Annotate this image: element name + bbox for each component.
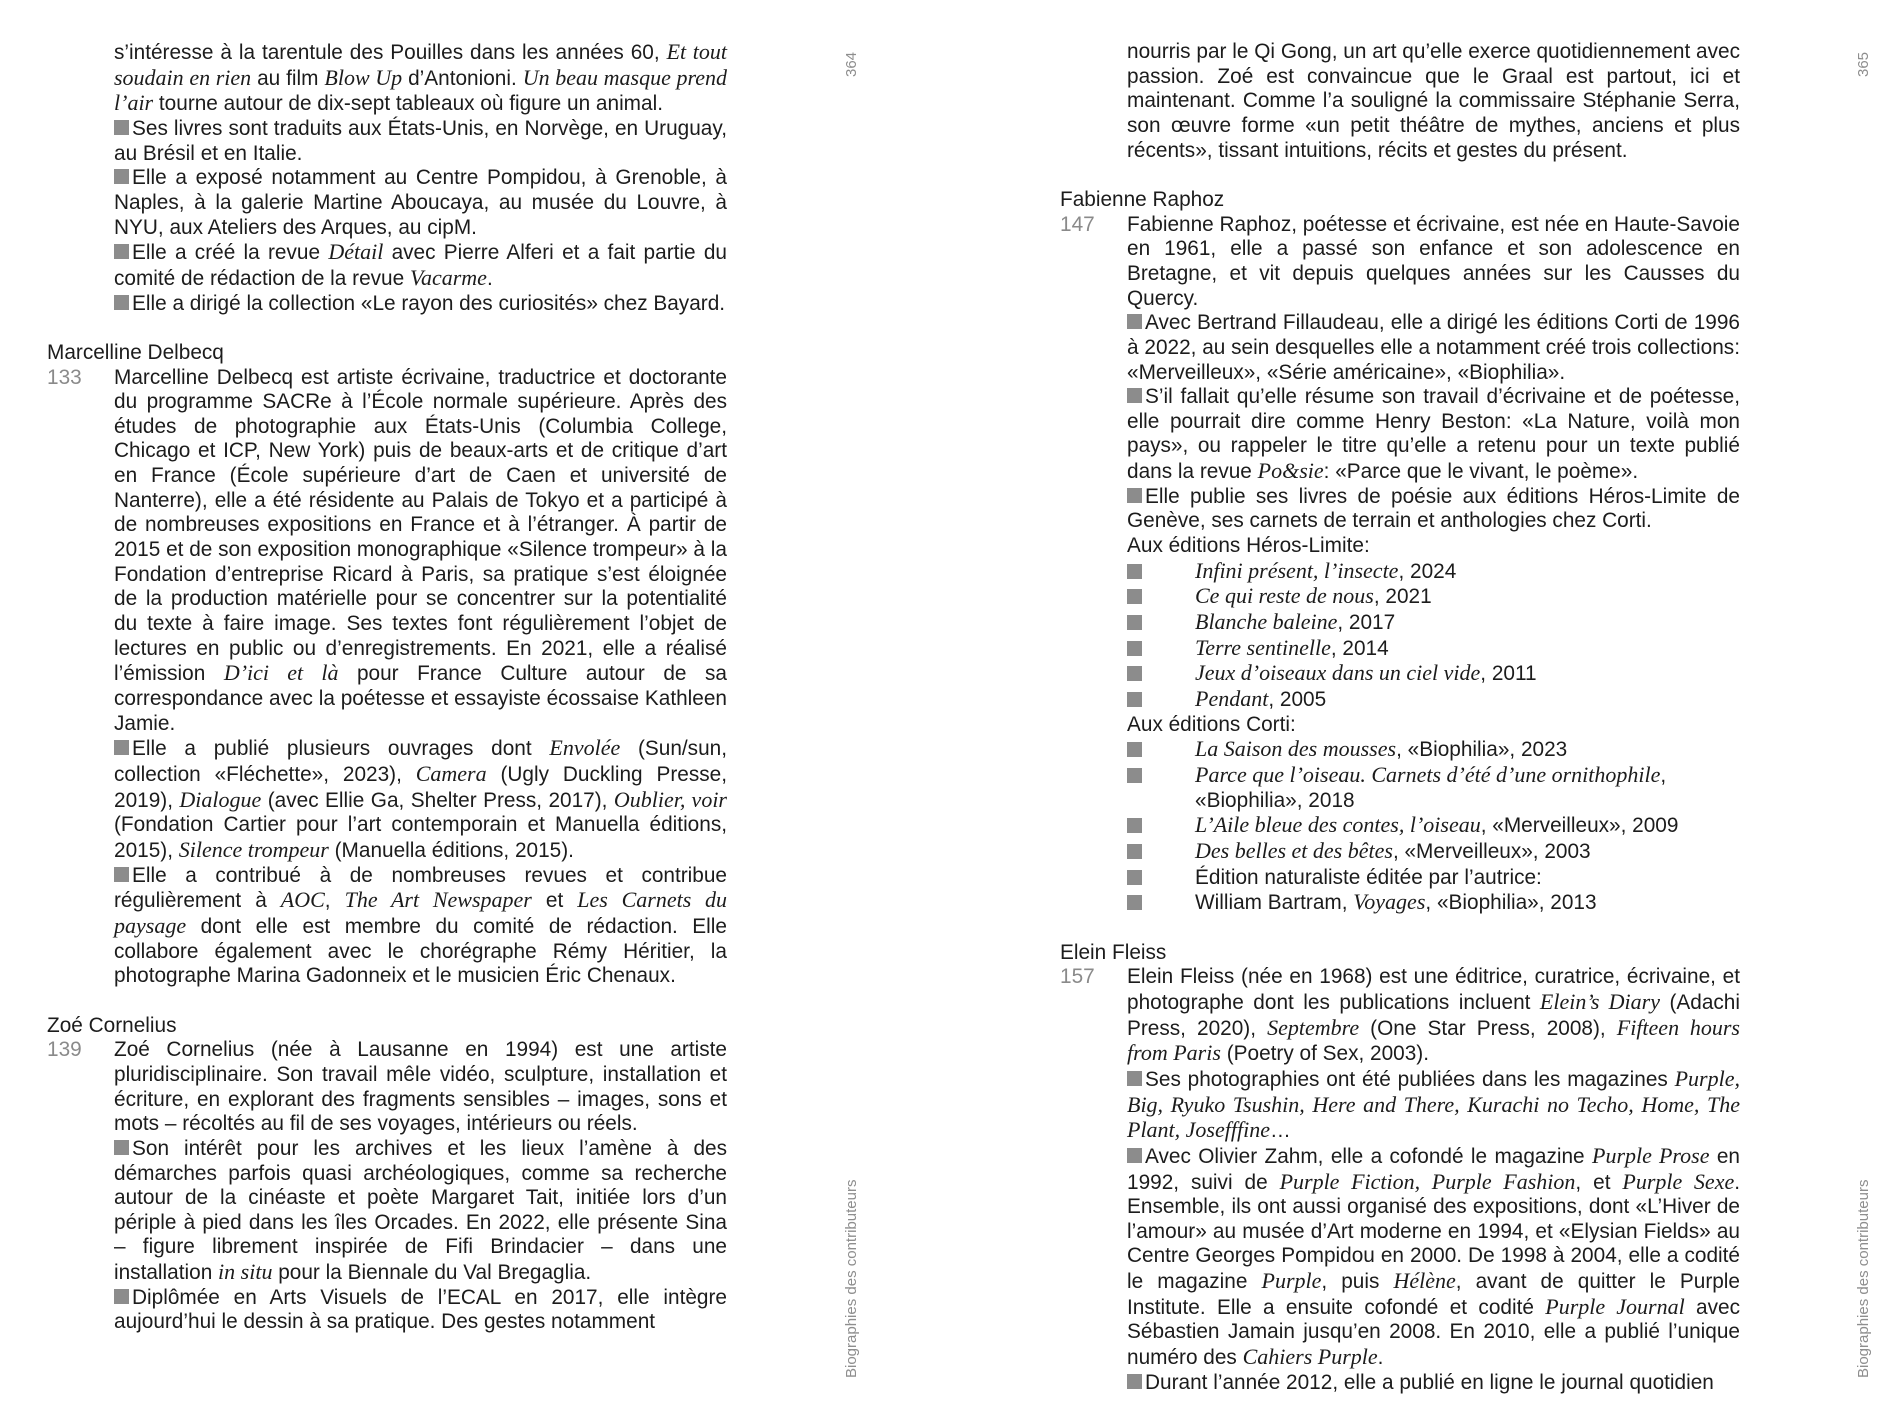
paragraph-marker-icon [114, 244, 129, 259]
list-bullet-icon [1127, 666, 1142, 681]
list-item: Ce qui reste de nous, 2021 [1127, 584, 1740, 610]
paragraph-marker-icon [114, 867, 129, 882]
list-item: Édition naturaliste éditée par l’autrice: [1127, 865, 1740, 891]
paragraph-marker-icon [114, 295, 129, 310]
contributor-entry [1060, 965, 1740, 1067]
paragraph: Marcelline Delbecq est artiste écrivaine, traductrice et doctorante du programme SACRe à l’École normale supérieure. Après des études de photographie aux États-Unis (Columbia College, Chicago et ICP, New York) puis de beaux-arts et de critique d’art en France (École supérieure d’art de Caen et université de Nanterre), elle a été résidente au Palais de Tokyo et a participé à de nombreuses expositions en France et à l’étranger. À partir de 2015 et de son exposition monographique «Silence trompeur» à la Fondation d’entreprise Ricard à Paris, sa pratique s’est éloignée de la production matérielle pour se concentrer sur la potentialité du texte à faire image. Ses textes font régulièrement l’objet de lectures en public ou d’enregistrements. En 2021, elle a réalisé l’émission D’ici et là pour France Culture autour de sa correspondance avec la poétesse et essayiste écossaise Kathleen Jamie. [114, 365, 727, 735]
paragraph: s’intéresse à la tarentule des Pouilles dans les années 60, Et tout soudain en rien au film Blow Up d’Antonioni. Un beau masque prend l’air tourne autour de dix-sept tableaux où figure un animal. [114, 39, 727, 116]
list-bullet-icon [1127, 870, 1142, 885]
page-number-left: 364 [843, 51, 860, 77]
contributor-name: Zoé Cornelius [47, 1013, 177, 1037]
paragraph: Avec Bertrand Fillaudeau, elle a dirigé les éditions Corti de 1996 à 2022, au sein desquelles elle a notamment créé trois collections: «Merveilleux», «Série américaine», «Biophilia». [1127, 311, 1740, 384]
paragraph-marker-icon [114, 120, 129, 135]
paragraph-marker-icon [1127, 1148, 1142, 1163]
list-item: Infini présent, l’insecte, 2024 [1127, 559, 1740, 585]
paragraph: Elle a exposé notamment au Centre Pompidou, à Grenoble, à Naples, à la galerie Martine Aboucaya, au musée du Louvre, à NYU, aux Ateliers des Arques, au cipM. [114, 166, 727, 239]
list-bullet-icon [1127, 768, 1142, 783]
paragraph: Elle a publié plusieurs ouvrages dont Envolée (Sun/sun, collection «Fléchette», 2023), Camera (Ugly Duckling Presse, 2019), Dialogue (avec Ellie Ga, Shelter Press, 2017), Oublier, voir (Fondation Cartier pour l’art contemporain et Manuella éditions, 2015), Silence trompeur (Manuella éditions, 2015). [114, 735, 727, 862]
paragraph: Elle a créé la revue Détail avec Pierre Alferi et a fait partie du comité de rédaction de la revue Vacarme. [114, 239, 727, 290]
paragraph-marker-icon [114, 740, 129, 755]
paragraph-marker-icon [1127, 388, 1142, 403]
paragraph: Elle a dirigé la collection «Le rayon des curiosités» chez Bayard. [114, 292, 727, 317]
running-head-left: Biographies des contributeurs [843, 1179, 860, 1378]
list-item: Des belles et des bêtes, «Merveilleux», 2003 [1127, 839, 1740, 865]
contributor-entry [47, 1038, 727, 1137]
page-reference: 133 [47, 365, 82, 389]
paragraph: Durant l’année 2012, elle a publié en ligne le journal quotidien [1127, 1371, 1740, 1396]
contributor-entry [1060, 213, 1740, 312]
list-item: Pendant, 2005 [1127, 687, 1740, 713]
paragraph-marker-icon [1127, 488, 1142, 503]
page-number-right: 365 [1855, 51, 1872, 77]
paragraph-marker-icon [114, 1140, 129, 1155]
list-bullet-icon [1127, 844, 1142, 859]
bibliography-list-corti [1060, 737, 1740, 916]
paragraph-marker-icon [1127, 314, 1142, 329]
list-item: Parce que l’oiseau. Carnets d’été d’une ornithophile, «Biophilia», 2018 [1127, 763, 1740, 813]
list-bullet-icon [1127, 692, 1142, 707]
paragraph: Diplômée en Arts Visuels de l’ECAL en 2017, elle intègre aujourd’hui le dessin à sa pratique. Des gestes notamment [114, 1285, 727, 1334]
list-bullet-icon [1127, 589, 1142, 604]
page-reference: 147 [1060, 212, 1095, 236]
list-bullet-icon [1127, 615, 1142, 630]
list-item: Terre sentinelle, 2014 [1127, 636, 1740, 662]
paragraph: S’il fallait qu’elle résume son travail d’écrivaine et de poétesse, elle pourrait dire comme Henry Beston: «La Nature, voilà mon pays», ou rappeler le titre qu’elle a retenu pour un texte publié dans la revue Po&sie: «Parce que le vivant, le poème». [1127, 385, 1740, 484]
running-head-right: Biographies des contributeurs [1855, 1179, 1872, 1378]
paragraph: Son intérêt pour les archives et les lieux l’amène à des démarches parfois quasi archéologiques, comme sa recherche autour de la cinéaste et poète Margaret Tait, initiée lors d’un périple à pied dans les îles Orcades. En 2022, elle présente Sina – figure librement inspirée de Fifi Brindacier – dans une installation in situ pour la Biennale du Val Bregaglia. [114, 1136, 727, 1285]
list-item: William Bartram, Voyages, «Biophilia», 2013 [1127, 890, 1740, 916]
list-item: L’Aile bleue des contes, l’oiseau, «Merveilleux», 2009 [1127, 813, 1740, 839]
paragraph: nourris par le Qi Gong, un art qu’elle exerce quotidiennement avec passion. Zoé est convaincue que le Graal est partout, ici et maintenant. Comme l’a souligné la commissaire Stéphanie Serra, son œuvre forme «un petit théâtre de mythes, anciens et plus récents», tissant intuitions, récits et gestes du présent. [1127, 40, 1740, 162]
paragraph: Ses livres sont traduits aux États-Unis, en Norvège, en Uruguay, au Brésil et en Italie. [114, 116, 727, 165]
list-item: Blanche baleine, 2017 [1127, 610, 1740, 636]
list-bullet-icon [1127, 895, 1142, 910]
bibliography-list-heros-limite [1060, 559, 1740, 713]
paragraph: Fabienne Raphoz, poétesse et écrivaine, est née en Haute-Savoie en 1961, elle a passé son enfance et son adolescence en Bretagne, et vit depuis quelques années sur les Causses du Quercy. [1127, 212, 1740, 310]
list-heading: Aux éditions Héros-Limite: [1127, 534, 1370, 558]
left-page-column [47, 40, 727, 1335]
paragraph-marker-icon [114, 1289, 129, 1304]
contributor-name: Marcelline Delbecq [47, 340, 224, 364]
paragraph: Zoé Cornelius (née à Lausanne en 1994) est une artiste pluridisciplinaire. Son travail mêle vidéo, sculpture, installation et écriture, en explorant des fragments sensibles – images, sons et mots – récoltés au fil de ses voyages, intérieurs ou réels. [114, 1038, 727, 1136]
contributor-entry [47, 366, 727, 737]
list-heading: Aux éditions Corti: [1127, 712, 1296, 736]
paragraph: Ses photographies ont été publiées dans les magazines Purple, Big, Ryuko Tsushin, Here and There, Kurachi no Techo, Home, The Plant, Josefffine… [1127, 1065, 1740, 1143]
page-reference: 157 [1060, 965, 1095, 989]
list-bullet-icon [1127, 641, 1142, 656]
list-item: La Saison des mousses, «Biophilia», 2023 [1127, 737, 1740, 763]
right-page-column [1060, 40, 1740, 1395]
paragraph: Elle a contribué à de nombreuses revues et contribue régulièrement à AOC, The Art Newspaper et Les Carnets du paysage dont elle est membre du comité de rédaction. Elle collabore également avec le chorégraphe Rémy Héritier, la photographe Marina Gadonneix et le musicien Éric Chenaux. [114, 863, 728, 988]
list-item: Jeux d’oiseaux dans un ciel vide, 2011 [1127, 661, 1740, 687]
page-reference: 139 [47, 1038, 82, 1062]
paragraph: Avec Olivier Zahm, elle a cofondé le magazine Purple Prose en 1992, suivi de Purple Fiction, Purple Fashion, et Purple Sexe. Ensemble, ils ont aussi organisé des expositions, dont «L’Hiver de l’amour» au musée d’Art moderne en 1994, et «Elysian Fields» au Centre Georges Pompidou en 2000. De 1998 à 2004, elle a codité le magazine Purple, puis Hélène, avant de quitter le Purple Institute. Elle a ensuite cofondé et codité Purple Journal avec Sébastien Jamain jusqu’en 2008. En 2010, elle a publié l’unique numéro des Cahiers Purple. [1127, 1142, 1741, 1370]
contributor-name: Elein Fleiss [1060, 940, 1167, 964]
paragraph-marker-icon [114, 169, 129, 184]
list-bullet-icon [1127, 564, 1142, 579]
contributor-name: Fabienne Raphoz [1060, 187, 1225, 211]
list-bullet-icon [1127, 742, 1142, 757]
paragraph: Elein Fleiss (née en 1968) est une éditrice, curatrice, écrivaine, et photographe dont les publications incluent Elein’s Diary (Adachi Press, 2020), Septembre (One Star Press, 2008), Fifteen hours from Paris (Poetry of Sex, 2003). [1127, 965, 1740, 1066]
paragraph: Elle publie ses livres de poésie aux éditions Héros-Limite de Genève, ses carnets de terrain et anthologies chez Corti. [1127, 484, 1740, 533]
paragraph-marker-icon [1127, 1071, 1142, 1086]
paragraph-marker-icon [1127, 1374, 1142, 1389]
list-bullet-icon [1127, 818, 1142, 833]
